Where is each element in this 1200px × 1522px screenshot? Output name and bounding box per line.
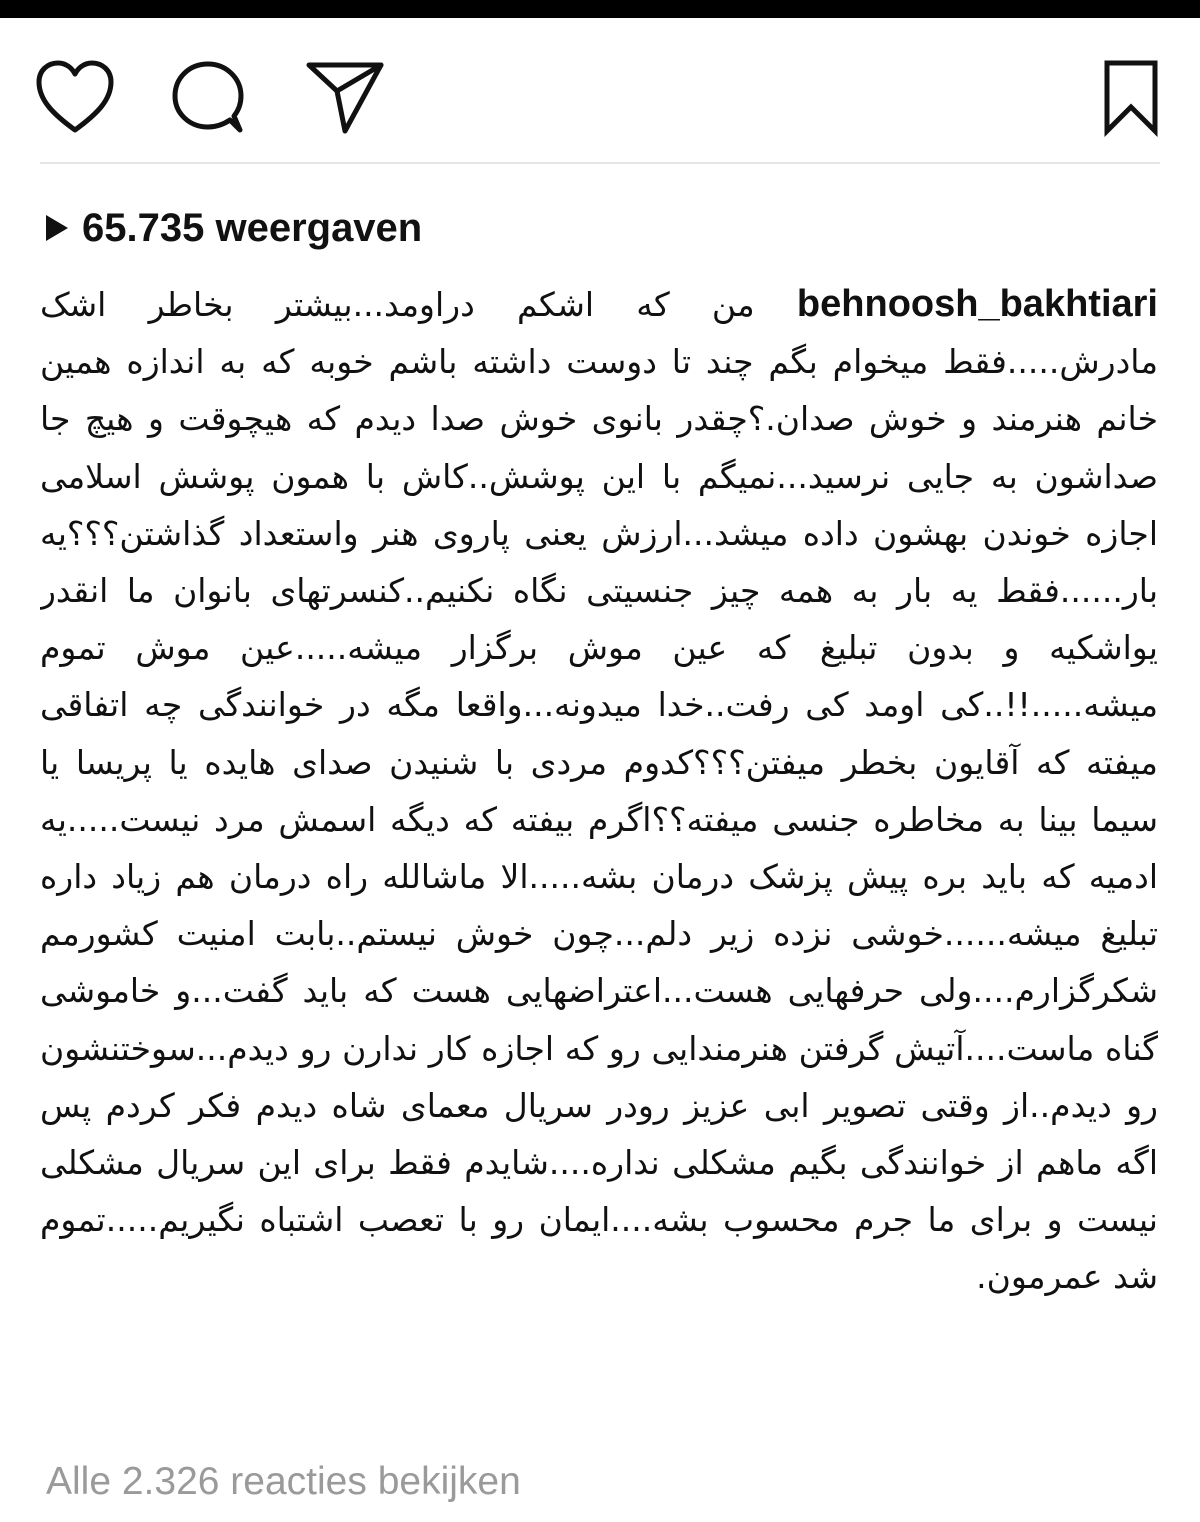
divider xyxy=(40,162,1160,164)
post-action-bar xyxy=(0,52,1200,142)
post-caption xyxy=(40,276,1158,1446)
caption-text: من که اشکم دراومد...بیشتر بخاطر اشک مادرش.....فقط میخوام بگم چند تا دوست داشته باشم خوبه که به اندازه همین خانم هنرمند و خوش صدان.؟چقدر بانوی خوش صدا دیدم که هیچوقت و هیچ جا صداشون به جایی نرسید...نمیگم با این پوشش..کاش با همون پوشش اسلامی اجازه خوندن بهشون داده میشد...ارزش یعنی پاروی هنر واستعداد گذاشتن؟؟؟یه بار......فقط یه بار به همه چیز جنسیتی نگاه نکنیم..کنسرتهای بانوان ما انقدر یواشکیه و بدون تبلیغ که عین موش برگزار میشه.....عین موش تموم میشه.....!!..کی اومد کی رفت..خدا میدونه...واقعا مگه در خوانندگی چه اتفاقی میفته که آقایون بخطر میفتن؟؟؟کدوم مردی با شنیدن صدای هایده یا پریسا یا سیما بینا به مخاطره جنسی میفته؟؟اگرم بیفته که دیگه اسمش مرد نیست.....یه ادمیه که باید بره پیش پزشک درمان بشه.....الا ماشالله راه درمان هم زیاد داره تبلیغ میشه......خوشی نزده زیر دلم...چون خوش نیستم..بابت امنیت کشورمم شکرگزارم....ولی حرفهایی هست...اعتراضهایی هست که باید گفت...و خاموشی گناه ماست....آتیش گرفتن هنرمندایی رو که اجازه کار ندارن رو دیدم...سوختنشون رو دیدم..از وقتی تصویر ابی عزیز رودر سریال معمای شاه دیدم فکر کردم پس اگه ماهم از خوانندگی بگیم مشکلی نداره....شایدم فقط برای این سریال مشکلی نیست و برای ما جرم محسوب بشه....ایمان رو با تعصب اشتباه نگیریم.....تموم شد عمرمون. xyxy=(40,285,1158,1297)
status-bar xyxy=(0,0,1200,18)
heart-icon xyxy=(33,58,117,136)
play-icon xyxy=(46,215,68,241)
view-all-comments-link[interactable]: Alle 2.326 reacties bekijken xyxy=(46,1460,521,1503)
save-button[interactable] xyxy=(1086,52,1176,142)
bookmark-icon xyxy=(1101,57,1161,137)
view-count-label: 65.735 weergaven xyxy=(82,205,423,250)
like-button[interactable] xyxy=(30,52,120,142)
speech-bubble-icon xyxy=(168,56,250,138)
post-username[interactable]: behnoosh_bakhtiari xyxy=(796,283,1158,325)
comment-button[interactable] xyxy=(164,52,254,142)
paper-plane-icon xyxy=(303,57,387,137)
share-button[interactable] xyxy=(300,52,390,142)
view-count[interactable] xyxy=(46,200,422,256)
